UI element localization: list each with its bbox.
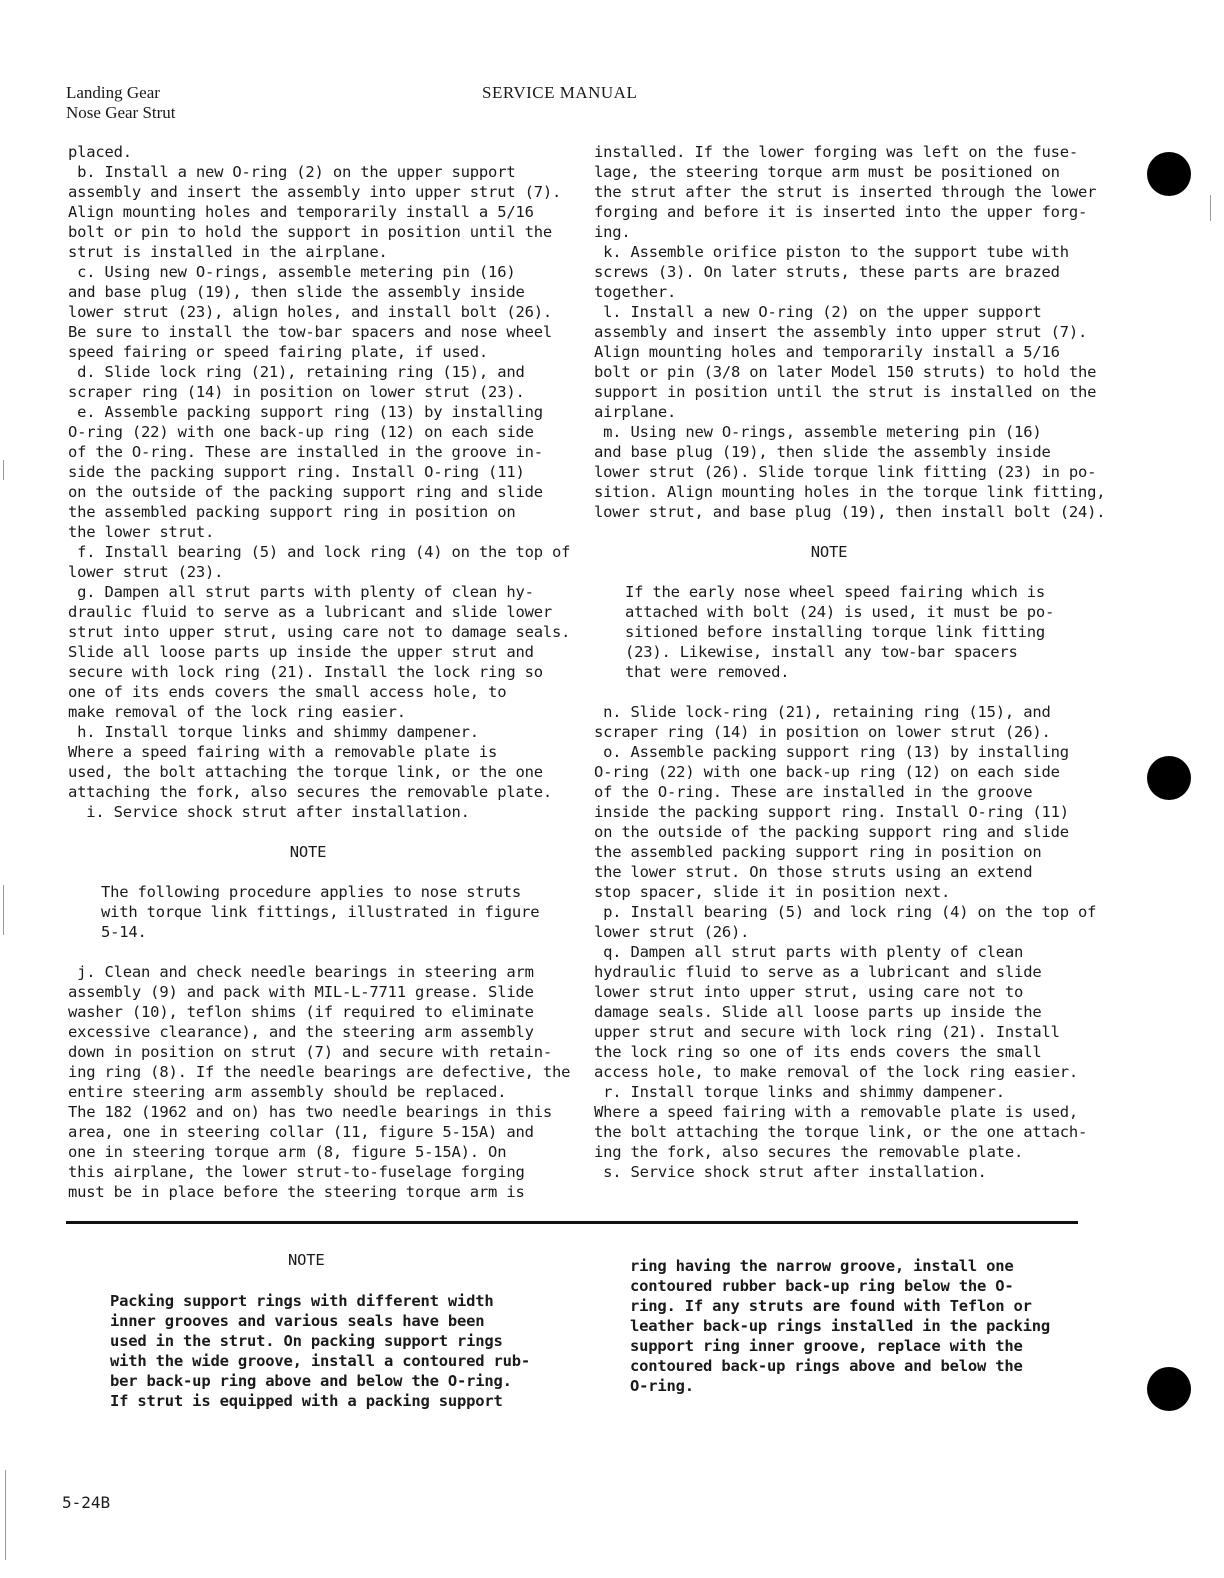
text-line: damage seals. Slide all loose parts up inside the: [594, 1003, 1042, 1021]
text-line: that were removed.: [625, 663, 790, 681]
text-line: ing the fork, also secures the removable plate.: [594, 1143, 1024, 1161]
text-line: excessive clearance), and the steering arm assembly: [68, 1023, 534, 1041]
header-chapter: Landing Gear: [66, 83, 160, 102]
text-line: sition. Align mounting holes in the torque link fitting,: [594, 483, 1106, 501]
right-column-steps-b: [594, 702, 1097, 1182]
text-line: lower strut (23), align holes, and install bolt (26).: [68, 303, 552, 321]
text-line: stop spacer, slide it in position next.: [594, 883, 951, 901]
text-line: the assembled packing support ring in position on: [68, 503, 516, 521]
text-line: f. Install bearing (5) and lock ring (4) on the top of: [68, 543, 571, 561]
text-line: (23). Likewise, install any tow-bar spacers: [625, 643, 1018, 661]
text-line: of the O-ring. These are installed in the groove in-: [68, 443, 543, 461]
text-line: leather back-up rings installed in the packing: [630, 1317, 1051, 1335]
margin-mark: [3, 885, 4, 935]
text-line: r. Install torque links and shimmy dampener.: [594, 1083, 1005, 1101]
text-line: bolt or pin to hold the support in position until the: [68, 223, 552, 241]
right-column: [594, 142, 1106, 1182]
text-line: secure with lock ring (21). Install the lock ring so: [68, 663, 543, 681]
margin-mark: [5, 1470, 6, 1560]
text-line: contoured rubber back-up ring below the O-: [630, 1277, 1014, 1295]
text-line: j. Clean and check needle bearings in steering arm: [68, 963, 534, 981]
text-line: ber back-up ring above and below the O-ring.: [110, 1372, 512, 1390]
text-line: lower strut (23).: [68, 563, 224, 581]
bottom-note-title: NOTE: [288, 1251, 325, 1269]
text-line: with torque link fittings, illustrated in figure: [101, 903, 540, 921]
text-line: lower strut (26).: [594, 923, 750, 941]
text-line: s. Service shock strut after installation.: [594, 1163, 987, 1181]
text-line: q. Dampen all strut parts with plenty of clean: [594, 943, 1024, 961]
text-line: O-ring.: [630, 1377, 694, 1395]
text-line: lower strut into upper strut, using care not to: [594, 983, 1024, 1001]
text-line: assembly and insert the assembly into upper strut (7).: [594, 323, 1088, 341]
text-line: ring. If any struts are found with Teflon or: [630, 1297, 1032, 1315]
text-line: upper strut and secure with lock ring (21). Install: [594, 1023, 1060, 1041]
text-line: this airplane, the lower strut-to-fuselage forging: [68, 1163, 525, 1181]
text-line: ring having the narrow groove, install one: [630, 1257, 1014, 1275]
text-line: m. Using new O-rings, assemble metering pin (16): [594, 423, 1042, 441]
text-line: on the outside of the packing support ring and slide: [594, 823, 1069, 841]
left-column-steps-b: [68, 962, 571, 1202]
text-line: Align mounting holes and temporarily install a 5/16: [68, 203, 534, 221]
text-line: screws (3). On later struts, these parts are brazed: [594, 263, 1060, 281]
text-line: assembly (9) and pack with MIL-L-7711 grease. Slide: [68, 983, 534, 1001]
left-note-title: NOTE: [289, 843, 327, 861]
text-line: support ring inner groove, replace with the: [630, 1337, 1023, 1355]
text-line: b. Install a new O-ring (2) on the upper support: [68, 163, 516, 181]
text-line: Where a speed fairing with a removable plate is: [68, 743, 498, 761]
text-line: Where a speed fairing with a removable plate is used,: [594, 1103, 1078, 1121]
text-line: Align mounting holes and temporarily install a 5/16: [594, 343, 1060, 361]
text-line: washer (10), teflon shims (if required to eliminate: [68, 1003, 534, 1021]
text-line: h. Install torque links and shimmy dampener.: [68, 723, 479, 741]
text-line: attached with bolt (24) is used, it must be po-: [625, 603, 1055, 621]
text-line: inner grooves and various seals have been: [110, 1312, 485, 1330]
text-line: the lock ring so one of its ends covers the small: [594, 1043, 1042, 1061]
text-line: Be sure to install the tow-bar spacers and nose wheel: [68, 323, 552, 341]
text-line: Packing support rings with different width: [110, 1292, 494, 1310]
text-line: The following procedure applies to nose struts: [101, 883, 522, 901]
text-line: the strut after the strut is inserted through the lower: [594, 183, 1097, 201]
text-line: p. Install bearing (5) and lock ring (4) on the top of: [594, 903, 1097, 921]
text-line: the lower strut. On those struts using an extend: [594, 863, 1033, 881]
text-line: strut into upper strut, using care not to damage seals.: [68, 623, 571, 641]
header-section-title: Nose Gear Strut: [66, 103, 176, 122]
text-line: the lower strut.: [68, 523, 215, 541]
revision-marker-dot: [1147, 152, 1191, 196]
text-line: entire steering arm assembly should be replaced.: [68, 1083, 507, 1101]
right-note-title: NOTE: [810, 543, 848, 561]
text-line: the assembled packing support ring in position on: [594, 843, 1042, 861]
text-line: must be in place before the steering torque arm is: [68, 1183, 525, 1201]
text-line: and base plug (19), then slide the assembly inside: [594, 443, 1051, 461]
header-manual-title: SERVICE MANUAL: [482, 83, 638, 102]
text-line: installed. If the lower forging was left on the fuse-: [594, 143, 1078, 161]
text-line: access hole, to make removal of the lock ring easier.: [594, 1063, 1078, 1081]
text-line: If the early nose wheel speed fairing which is: [625, 583, 1046, 601]
text-line: one in steering torque arm (8, figure 5-15A). On: [68, 1143, 507, 1161]
text-line: hydraulic fluid to serve as a lubricant and slide: [594, 963, 1042, 981]
text-line: used in the strut. On packing support rings: [110, 1332, 503, 1350]
text-line: O-ring (22) with one back-up ring (12) on each side: [594, 763, 1060, 781]
page-number: 5-24B: [62, 1493, 111, 1512]
text-line: one of its ends covers the small access hole, to: [68, 683, 507, 701]
text-line: O-ring (22) with one back-up ring (12) on each side: [68, 423, 534, 441]
text-line: assembly and insert the assembly into upper strut (7).: [68, 183, 562, 201]
text-line: attaching the fork, also secures the removable plate.: [68, 783, 552, 801]
text-line: lage, the steering torque arm must be positioned on: [594, 163, 1060, 181]
text-line: Slide all loose parts up inside the upper strut and: [68, 643, 534, 661]
left-column: [68, 142, 571, 1202]
text-line: bolt or pin (3/8 on later Model 150 struts) to hold the: [594, 363, 1097, 381]
text-line: ing.: [594, 223, 631, 241]
text-line: contoured back-up rings above and below the: [630, 1357, 1023, 1375]
text-line: side the packing support ring. Install O-ring (11): [68, 463, 525, 481]
margin-mark: [1210, 195, 1211, 221]
text-line: sitioned before installing torque link fitting: [625, 623, 1046, 641]
bottom-note-right: [630, 1256, 1050, 1396]
text-line: lower strut (26). Slide torque link fitting (23) in po-: [594, 463, 1097, 481]
text-line: airplane.: [594, 403, 677, 421]
text-line: The 182 (1962 and on) has two needle bearings in this: [68, 1103, 552, 1121]
section-divider: [66, 1221, 1078, 1224]
text-line: placed.: [68, 143, 132, 161]
right-note-body: [594, 582, 1084, 682]
text-line: l. Install a new O-ring (2) on the upper support: [594, 303, 1042, 321]
text-line: speed fairing or speed fairing plate, if used.: [68, 343, 489, 361]
revision-marker-dot: [1147, 1367, 1191, 1411]
text-line: d. Slide lock ring (21), retaining ring (15), and: [68, 363, 525, 381]
text-line: o. Assemble packing support ring (13) by installing: [594, 743, 1069, 761]
text-line: scraper ring (14) in position on lower strut (23).: [68, 383, 525, 401]
text-line: scraper ring (14) in position on lower strut (26).: [594, 723, 1051, 741]
text-line: area, one in steering collar (11, figure 5-15A) and: [68, 1123, 534, 1141]
bottom-note-left: [110, 1291, 530, 1411]
left-note-body: [68, 882, 558, 942]
margin-mark: [3, 460, 4, 480]
text-line: with the wide groove, install a contoured rub-: [110, 1352, 531, 1370]
text-line: down in position on strut (7) and secure with retain-: [68, 1043, 552, 1061]
text-line: strut is installed in the airplane.: [68, 243, 388, 261]
text-line: and base plug (19), then slide the assembly inside: [68, 283, 525, 301]
text-line: make removal of the lock ring easier.: [68, 703, 406, 721]
header-section: [66, 83, 176, 123]
text-line: used, the bolt attaching the torque link, or the one: [68, 763, 543, 781]
text-line: If strut is equipped with a packing support: [110, 1392, 503, 1410]
right-column-steps-a: [594, 142, 1106, 522]
text-line: of the O-ring. These are installed in the groove: [594, 783, 1033, 801]
revision-marker-dot: [1147, 756, 1191, 800]
text-line: i. Service shock strut after installation.: [68, 803, 470, 821]
text-line: the bolt attaching the torque link, or the one attach-: [594, 1123, 1088, 1141]
text-line: lower strut, and base plug (19), then install bolt (24).: [594, 503, 1106, 521]
text-line: n. Slide lock-ring (21), retaining ring (15), and: [594, 703, 1051, 721]
text-line: together.: [594, 283, 677, 301]
text-line: draulic fluid to serve as a lubricant and slide lower: [68, 603, 552, 621]
text-line: on the outside of the packing support ring and slide: [68, 483, 543, 501]
text-line: inside the packing support ring. Install O-ring (11): [594, 803, 1069, 821]
text-line: 5-14.: [101, 923, 147, 941]
left-column-steps-a: [68, 142, 571, 822]
text-line: ing ring (8). If the needle bearings are defective, the: [68, 1063, 571, 1081]
text-line: g. Dampen all strut parts with plenty of clean hy-: [68, 583, 534, 601]
text-line: support in position until the strut is installed on the: [594, 383, 1097, 401]
text-line: k. Assemble orifice piston to the support tube with: [594, 243, 1069, 261]
text-line: c. Using new O-rings, assemble metering pin (16): [68, 263, 516, 281]
text-line: e. Assemble packing support ring (13) by installing: [68, 403, 543, 421]
text-line: forging and before it is inserted into the upper forg-: [594, 203, 1088, 221]
